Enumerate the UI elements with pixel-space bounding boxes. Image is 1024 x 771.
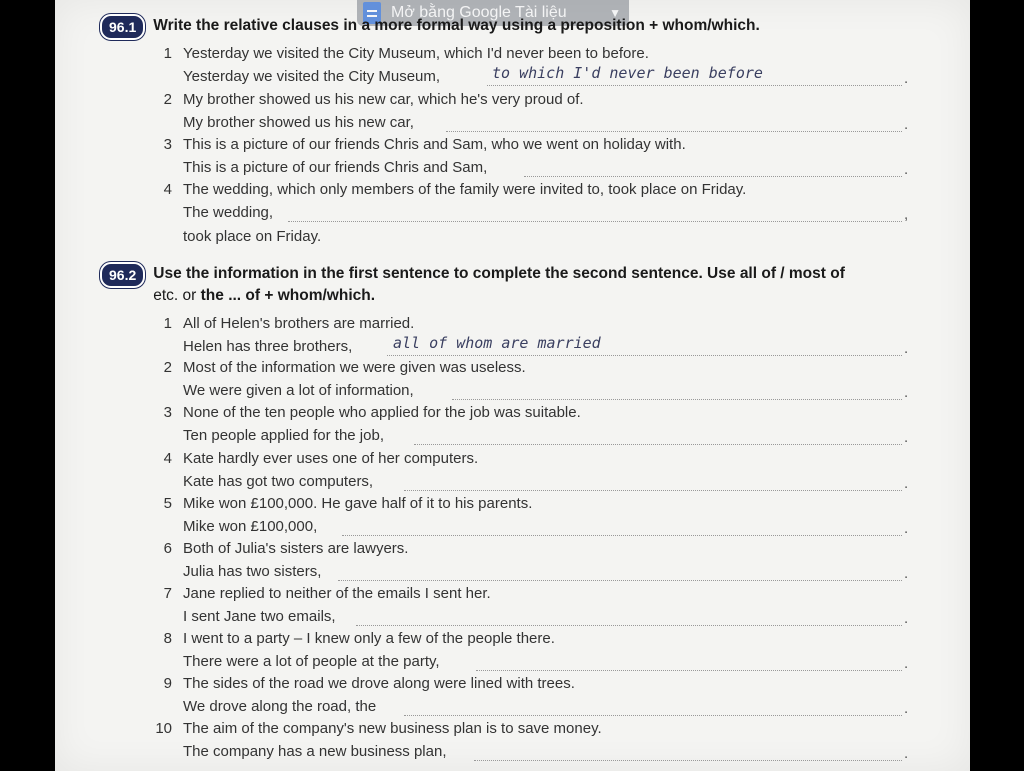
- answer-prompt: I sent Jane two emails,: [183, 608, 336, 625]
- open-in-google-docs-label: Mở bằng Google Tài liệu: [391, 4, 567, 21]
- question-sentence: I went to a party – I knew only a few of the people there.: [183, 630, 555, 647]
- question-sentence: This is a picture of our friends Chris and Sam, who we went on holiday with.: [183, 136, 686, 153]
- answer-blank[interactable]: [342, 534, 902, 536]
- question-sentence: The wedding, which only members of the family were invited to, took place on Friday.: [183, 181, 747, 198]
- answer-prompt: Kate has got two computers,: [183, 473, 374, 490]
- item-number: 9: [163, 675, 172, 692]
- question-sentence: Jane replied to neither of the emails I sent her.: [183, 585, 491, 602]
- answer-prompt: We drove along the road, the: [183, 698, 377, 715]
- question-sentence: None of the ten people who applied for the job was suitable.: [183, 404, 581, 421]
- sentence-end: .: [904, 655, 909, 672]
- question-sentence: Yesterday we visited the City Museum, which I'd never been to before.: [183, 45, 649, 62]
- exercise-instruction: [153, 263, 903, 307]
- item-number: 2: [163, 91, 172, 108]
- sentence-end: .: [904, 429, 909, 446]
- item-number: 4: [163, 181, 172, 198]
- instruction-part: Use the information in the first sentence to complete the second sentence. Use: [153, 265, 740, 282]
- answer-blank[interactable]: [404, 714, 902, 716]
- item-number: 10: [155, 720, 172, 737]
- exercise-badge: 96.2: [100, 262, 145, 288]
- answer-prompt: Julia has two sisters,: [183, 563, 322, 580]
- answer-blank[interactable]: [487, 84, 902, 86]
- sentence-end: .: [904, 70, 909, 87]
- sentence-end: .: [904, 700, 909, 717]
- exercise-instruction: Write the relative clauses in a more formal way using a preposition + whom/which.: [153, 17, 760, 34]
- instruction-keyword: all of / most of: [739, 265, 845, 282]
- exercise-badge: 96.1: [100, 14, 145, 40]
- sentence-end: .: [904, 565, 909, 582]
- instruction-keyword: the ... of + whom/which.: [200, 287, 376, 304]
- question-sentence: My brother showed us his new car, which he's very proud of.: [183, 91, 584, 108]
- answer-blank[interactable]: [452, 398, 902, 400]
- question-sentence: Most of the information we were given was useless.: [183, 359, 526, 376]
- exercise-96-1-header: [100, 14, 903, 40]
- answer-blank[interactable]: [414, 443, 902, 445]
- item-number: 2: [163, 359, 172, 376]
- instruction-part: or: [178, 287, 201, 304]
- answer-blank[interactable]: [288, 220, 902, 222]
- answer-blank[interactable]: [474, 759, 902, 761]
- answer-prompt: My brother showed us his new car,: [183, 114, 414, 131]
- question-sentence: The aim of the company's new business plan is to save money.: [183, 720, 602, 737]
- answer-blank[interactable]: [387, 354, 902, 356]
- handwritten-answer: to which I'd never been before: [492, 64, 763, 82]
- exercise-96-2-header: [100, 262, 903, 307]
- sentence-end: ,: [904, 206, 909, 223]
- handwritten-answer: all of whom are married: [393, 334, 601, 352]
- question-sentence: Kate hardly ever uses one of her computers.: [183, 450, 479, 467]
- sentence-end: .: [904, 384, 909, 401]
- item-number: 1: [163, 45, 172, 62]
- answer-prompt: The wedding,: [183, 204, 274, 221]
- answer-blank[interactable]: [524, 175, 902, 177]
- item-number: 6: [163, 540, 172, 557]
- answer-prompt: There were a lot of people at the party,: [183, 653, 440, 670]
- sentence-end: .: [904, 610, 909, 627]
- question-sentence: The sides of the road we drove along were lined with trees.: [183, 675, 575, 692]
- item-number: 3: [163, 404, 172, 421]
- item-number: 3: [163, 136, 172, 153]
- answer-prompt: Ten people applied for the job,: [183, 427, 384, 444]
- answer-blank[interactable]: [356, 624, 902, 626]
- answer-blank[interactable]: [476, 669, 902, 671]
- chevron-down-icon[interactable]: ▼: [609, 6, 621, 20]
- sentence-end: .: [904, 745, 909, 762]
- sentence-end: .: [904, 116, 909, 133]
- instruction-part: etc.: [153, 287, 179, 304]
- item-number: 5: [163, 495, 172, 512]
- question-sentence: Mike won £100,000. He gave half of it to his parents.: [183, 495, 533, 512]
- question-sentence: Both of Julia's sisters are lawyers.: [183, 540, 409, 557]
- sentence-end: .: [904, 520, 909, 537]
- answer-prompt: The company has a new business plan,: [183, 743, 447, 760]
- item-number: 1: [163, 315, 172, 332]
- answer-prompt: Mike won £100,000,: [183, 518, 318, 535]
- item-number: 7: [163, 585, 172, 602]
- answer-prompt: Yesterday we visited the City Museum,: [183, 68, 441, 85]
- sentence-end: .: [904, 340, 909, 357]
- item-number: 8: [163, 630, 172, 647]
- sentence-end: .: [904, 475, 909, 492]
- answer-blank[interactable]: [446, 130, 902, 132]
- question-sentence: All of Helen's brothers are married.: [183, 315, 415, 332]
- item-number: 4: [163, 450, 172, 467]
- sentence-end: .: [904, 161, 909, 178]
- answer-prompt: Helen has three brothers,: [183, 338, 353, 355]
- answer-continuation: took place on Friday.: [183, 228, 322, 245]
- answer-blank[interactable]: [338, 579, 902, 581]
- answer-prompt: This is a picture of our friends Chris and Sam,: [183, 159, 488, 176]
- answer-prompt: We were given a lot of information,: [183, 382, 414, 399]
- answer-blank[interactable]: [404, 489, 902, 491]
